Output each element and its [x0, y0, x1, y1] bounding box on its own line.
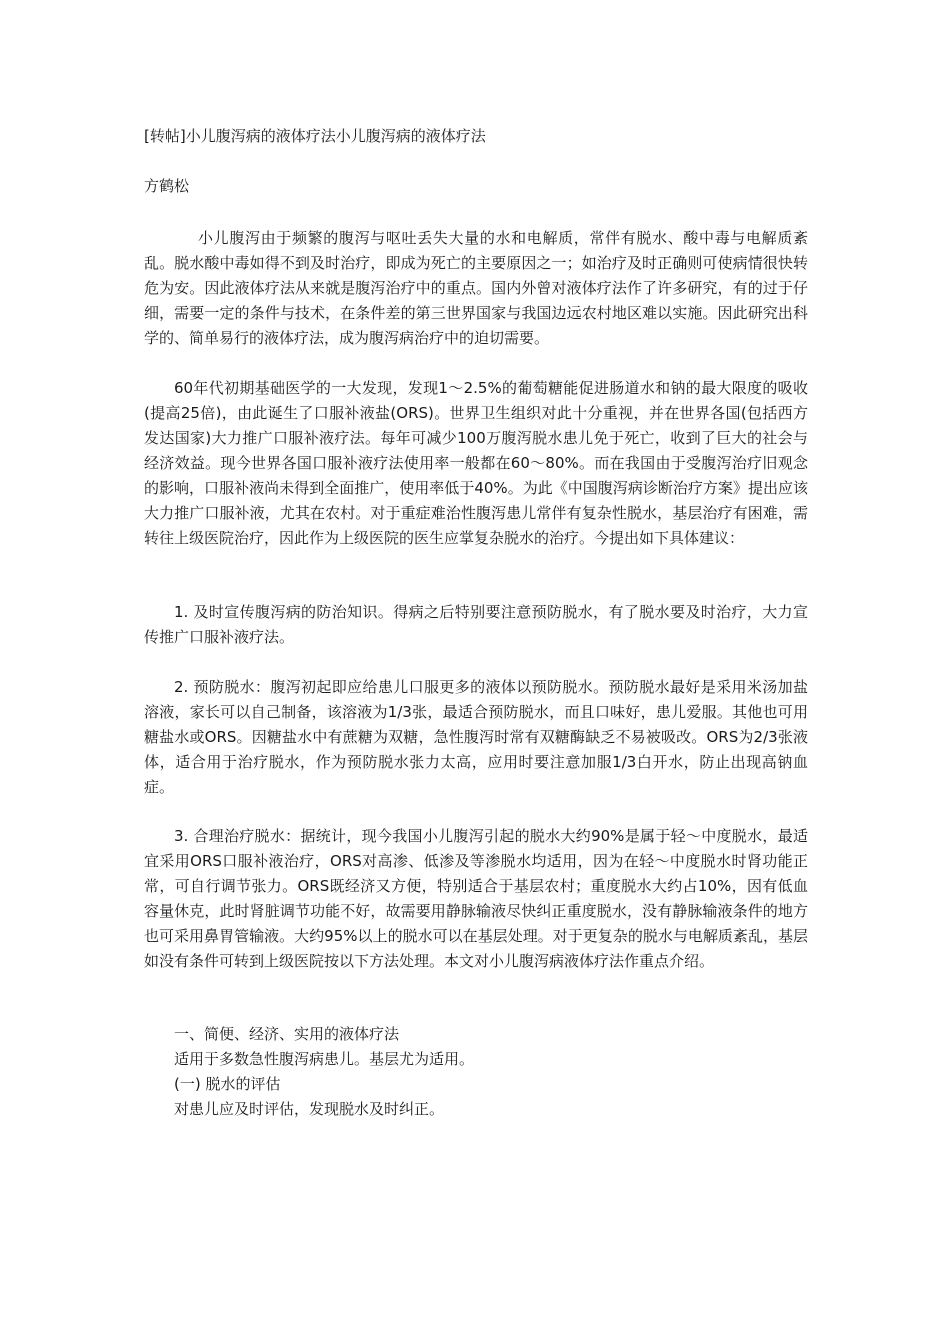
paragraph-intro: 小儿腹泻由于频繁的腹泻与呕吐丢失大量的水和电解质，常伴有脱水、酸中毒与电解质紊乱。脱水酸中毒如得不到及时治疗，即成为死亡的主要原因之一；如治疗及时正确则可使病情很快转危为安。因此液体疗法从来就是腹泻治疗中的重点。国内外曾对液体疗法作了许多研究，有的过于仔细，需要一定的条件与技术，在条件差的第三世界国家与我国边远农村地区难以实施。因此研究出科学的、简单易行的液体疗法，成为腹泻病治疗中的迫切需要。 — [144, 229, 808, 347]
document-title: [转帖]小儿腹泻病的液体疗法小儿腹泻病的液体疗法 — [144, 127, 486, 145]
author-name: 方鹤松 — [144, 177, 190, 195]
subsection-heading: (一) 脱水的评估 — [174, 1075, 281, 1093]
section-heading: 一、简便、经济、实用的液体疗法 — [174, 1025, 400, 1043]
section-line: 对患儿应及时评估，发现脱水及时纠正。 — [174, 1100, 445, 1118]
section-line: 适用于多数急性腹泻病患儿。基层尤为适用。 — [174, 1050, 475, 1068]
paragraph-suggestion-2: 2. 预防脱水：腹泻初起即应给患儿口服更多的液体以预防脱水。预防脱水最好是采用米汤加盐溶液，家长可以自己制备，该溶液为1/3张，最适合预防脱水，而且口味好，患儿爱服。其他也可用糖盐水或ORS。因糖盐水中有蔗糖为双糖，急性腹泻时常有双糖酶缺乏不易被吸改。ORS为2/3张液体，适合用于治疗脱水，作为预防脱水张力太高，应用时要注意加服1/3白开水，防止出现高钠血症。 — [144, 678, 808, 796]
paragraph-ors-background: 60年代初期基础医学的一大发现，发现1～2.5%的葡萄糖能促进肠道水和钠的最大限度的吸收(提高25倍)，由此诞生了口服补液盐(ORS)。世界卫生组织对此十分重视，并在世界各国(包括西方发达国家)大力推广口服补液疗法。每年可减少100万腹泻脱水患儿免于死亡，收到了巨大的社会与经济效益。现今世界各国口服补液疗法使用率一般都在60～80%。而在我国由于受腹泻治疗旧观念的影响，口服补液尚未得到全面推广，使用率低于40%。为此《中国腹泻病诊断治疗方案》提出应该大力推广口服补液，尤其在农村。对于重症难治性腹泻患儿常伴有复杂性脱水，基层治疗有困难，需转往上级医院治疗，因此作为上级医院的医生应掌复杂脱水的治疗。今提出如下具体建议： — [144, 379, 808, 547]
section-outline — [174, 1022, 808, 1122]
paragraph-suggestion-3: 3. 合理治疗脱水：据统计，现今我国小儿腹泻引起的脱水大约90%是属于轻～中度脱水，最适宜采用ORS口服补液治疗，ORS对高渗、低渗及等渗脱水均适用，因为在轻～中度脱水时肾功能正常，可自行调节张力。ORS既经济又方便，特别适合于基层农村；重度脱水大约占10%，因有低血容量休克，此时肾脏调节功能不好，故需要用静脉输液尽快纠正重度脱水，没有静脉输液条件的地方也可采用鼻胃管输液。大约95%以上的脱水可以在基层处理。对于更复杂的脱水与电解质紊乱，基层如没有条件可转到上级医院按以下方法处理。本文对小儿腹泻病液体疗法作重点介绍。 — [144, 827, 808, 970]
paragraph-suggestion-1: 1. 及时宣传腹泻病的防治知识。得病之后特别要注意预防脱水，有了脱水要及时治疗，大力宣传推广口服补液疗法。 — [144, 603, 808, 646]
